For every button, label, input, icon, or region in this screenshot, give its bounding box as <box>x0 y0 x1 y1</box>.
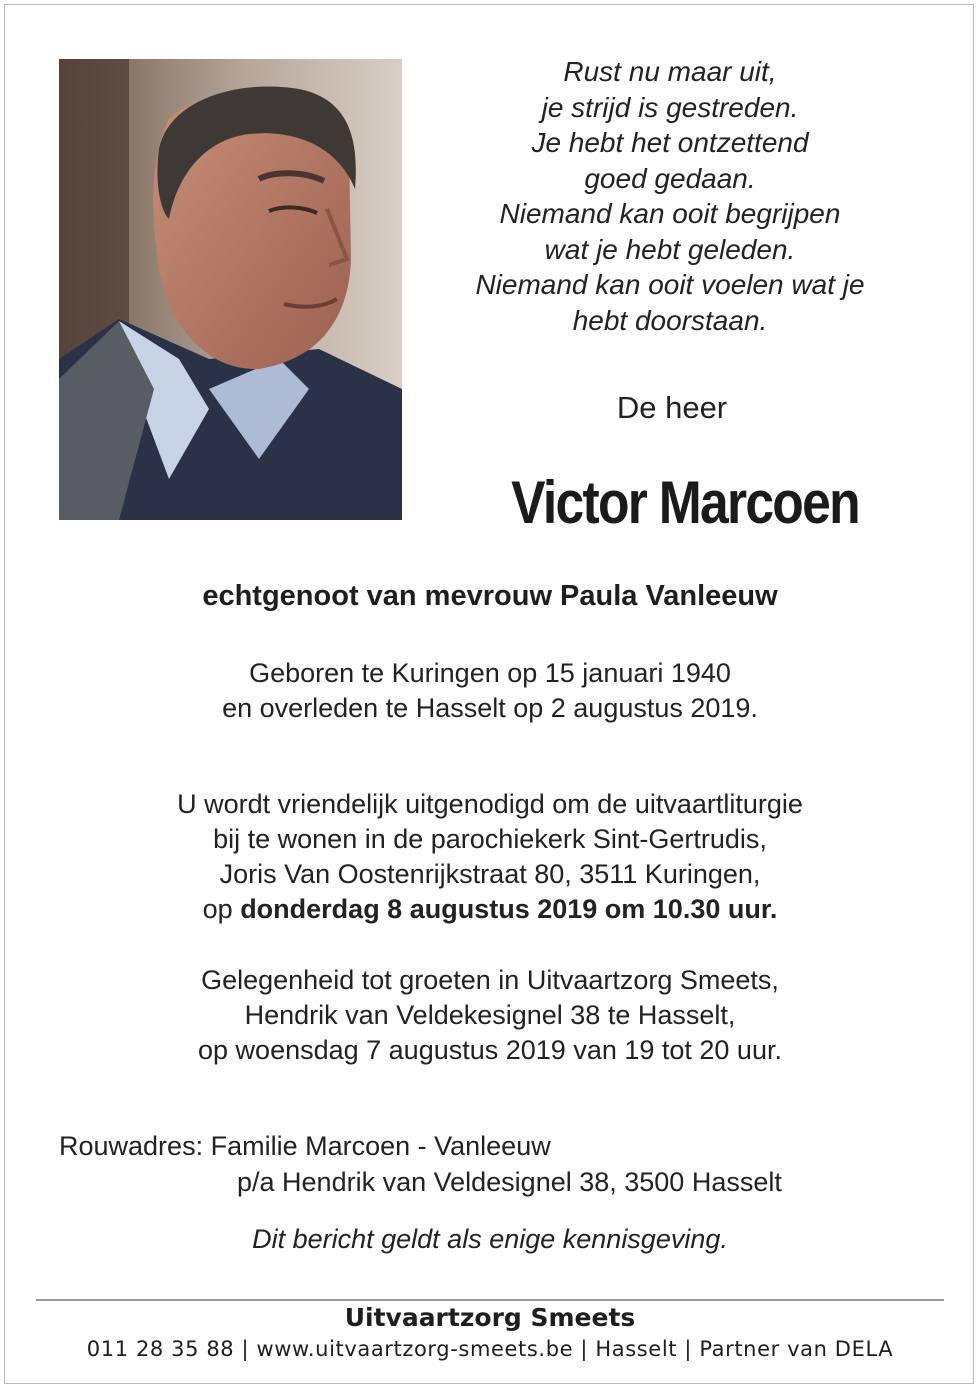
death-line: en overleden te Hasselt op 2 augustus 2019. <box>222 693 758 723</box>
footer-divider <box>36 1299 944 1301</box>
poem-line: Niemand kan ooit voelen wat je <box>475 269 865 300</box>
portrait-photo <box>59 59 402 520</box>
invitation-line: bij te wonen in de parochiekerk Sint-Gertrudis, <box>213 824 767 854</box>
visitation-block <box>0 963 980 1068</box>
mourning-address <box>59 1128 782 1200</box>
portrait-illustration <box>59 59 402 520</box>
birth-line: Geboren te Kuringen op 15 januari 1940 <box>249 658 731 688</box>
poem-line: hebt doorstaan. <box>572 304 768 336</box>
invitation-line: Joris Van Oostenrijkstraat 80, 3511 Kuringen, <box>219 859 761 889</box>
visitation-line: Gelegenheid tot groeten in Uitvaartzorg Smeets, <box>201 965 779 995</box>
invitation-date-line <box>0 892 980 927</box>
poem-line: Rust nu maar uit, <box>563 56 777 87</box>
poem-line: wat je hebt geleden. <box>544 233 796 265</box>
footer-company: Uitvaartzorg Smeets <box>344 1303 636 1332</box>
invitation-line: U wordt vriendelijk uitgenodigd om de uitvaartliturgie <box>177 789 803 819</box>
deceased-name: Victor Marcoen <box>511 469 859 536</box>
spouse-line: echtgenoot van mevrouw Paula Vanleeuw <box>202 580 778 612</box>
invitation-date-prefix: op <box>202 894 241 924</box>
poem-line: Niemand kan ooit begrijpen <box>499 198 841 229</box>
birth-death-block <box>0 656 980 726</box>
poem <box>440 54 900 338</box>
mourning-address-line: Rouwadres: Familie Marcoen - Vanleeuw <box>59 1131 551 1161</box>
invitation-date: donderdag 8 augustus 2019 om 10.30 uur. <box>240 894 778 924</box>
visitation-line: Hendrik van Veldekesignel 38 te Hasselt, <box>244 1000 736 1030</box>
poem-line: goed gedaan. <box>584 162 756 194</box>
poem-line: je strijd is gestreden. <box>541 91 799 123</box>
mourning-address-line: p/a Hendrik van Veldesignel 38, 3500 Hasselt <box>237 1167 782 1197</box>
funeral-invitation <box>0 787 980 927</box>
poem-line: Je hebt het ontzettend <box>531 127 809 158</box>
honorific: De heer <box>616 390 728 425</box>
notice-text: Dit bericht geldt als enige kennisgeving. <box>252 1224 728 1254</box>
visitation-line: op woensdag 7 augustus 2019 van 19 tot 20 uur. <box>198 1035 782 1065</box>
footer-contact: 011 28 35 88 | www.uitvaartzorg-smeets.be | Hasselt | Partner van DELA <box>86 1337 894 1361</box>
